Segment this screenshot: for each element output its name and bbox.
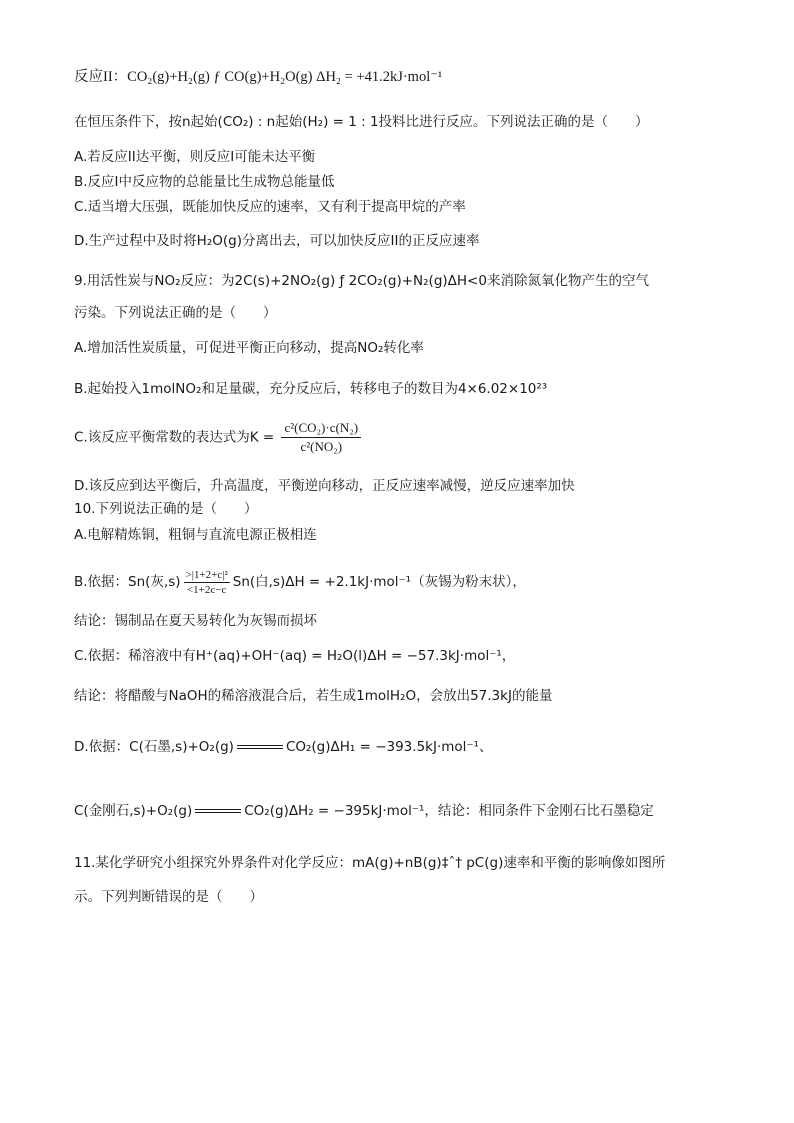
q10-option-d: [74, 738, 754, 756]
q9-option-c-text: C.该反应平衡常数的表达式为K =: [74, 429, 279, 446]
equilibrium-constant-fraction: [281, 420, 361, 455]
q10-option-b-conclusion: 结论：锡制品在夏天易转化为灰锡而损坏: [74, 613, 317, 629]
q10-option-b-post: Sn(白,s)ΔH = +2.1kJ·mol⁻¹（灰锡为粉末状），: [232, 574, 526, 590]
conversion-condition: [184, 569, 230, 596]
condition-top: >|1+2+c|²: [185, 568, 228, 581]
q8-option-a: A.若反应II达平衡，则反应I可能未达平衡: [74, 149, 316, 165]
q10-option-d-post: CO₂(g)ΔH₁ = −393.5kJ·mol⁻¹、: [285, 739, 493, 755]
fraction-denominator: c²(NO₂): [300, 439, 343, 454]
reaction-ii-line: 反应II：CO₂(g)+H₂(g) ƒ CO(g)+H₂O(g) ΔH₂ = +41.2kJ·mol⁻¹: [74, 69, 443, 85]
q9-option-d: D.该反应到达平衡后，升高温度，平衡逆向移动，正反应速率减慢，逆反应速率加快: [74, 478, 575, 494]
q10-option-d-cont: [74, 802, 754, 820]
condition-bottom: <1+2c−c: [186, 583, 227, 596]
q9-option-c: [74, 420, 754, 455]
question-8-stem: 在恒压条件下，按n起始(CO₂) : n起始(H₂) = 1 : 1投料比进行反应。下列说法正确的是（ ）: [74, 114, 649, 130]
q8-option-c: C.适当增大压强，既能加快反应的速率，又有利于提高甲烷的产率: [74, 199, 466, 215]
q10-option-a: A.电解精炼铜，粗铜与直流电源正极相连: [74, 527, 317, 543]
q8-option-b: B.反应I中反应物的总能量比生成物总能量低: [74, 174, 335, 190]
question-9-stem: 9.用活性炭与NO₂反应：为2C(s)+2NO₂(g) ƒ 2CO₂(g)+N₂(g)ΔH<0来消除氮氧化物产生的空气: [74, 273, 649, 289]
equals-bar: [237, 745, 283, 749]
q10-option-b: [74, 566, 754, 598]
q10-option-d-cont-pre: C(金刚石,s)+O₂(g): [74, 803, 193, 819]
q8-option-d: D.生产过程中及时将H₂O(g)分离出去，可以加快反应II的正反应速率: [74, 233, 480, 249]
q10-option-b-pre: B.依据：Sn(灰,s): [74, 574, 181, 590]
question-9-stem-cont: 污染。下列说法正确的是（ ）: [74, 305, 277, 321]
q10-option-d-cont-post: CO₂(g)ΔH₂ = −395kJ·mol⁻¹，结论：相同条件下金刚石比石墨稳定: [244, 803, 654, 819]
q10-option-c-conclusion: 结论：将醋酸与NaOH的稀溶液混合后，若生成1molH₂O，会放出57.3kJ的能量: [74, 688, 553, 704]
question-10-stem: 10.下列说法正确的是（ ）: [74, 501, 258, 517]
equals-bar-2: [195, 809, 241, 813]
q9-option-b: B.起始投入1molNO₂和足量碳，充分反应后，转移电子的数目为4×6.02×10²³: [74, 381, 548, 397]
question-11-stem: 11.某化学研究小组探究外界条件对化学反应：mA(g)+nB(g)‡ˆ† pC(g)速率和平衡的影响像如图所: [74, 855, 666, 871]
q10-option-c: C.依据：稀溶液中有H⁺(aq)+OH⁻(aq) = H₂O(l)ΔH = −57.3kJ·mol⁻¹，: [74, 648, 516, 664]
fraction-numerator: c²(CO₂)·c(N₂): [281, 420, 361, 438]
question-11-stem-cont: 示。下列判断错误的是（ ）: [74, 889, 263, 905]
q10-option-d-pre: D.依据：C(石墨,s)+O₂(g): [74, 739, 234, 755]
q9-option-a: A.增加活性炭质量，可促进平衡正向移动，提高NO₂转化率: [74, 340, 424, 356]
